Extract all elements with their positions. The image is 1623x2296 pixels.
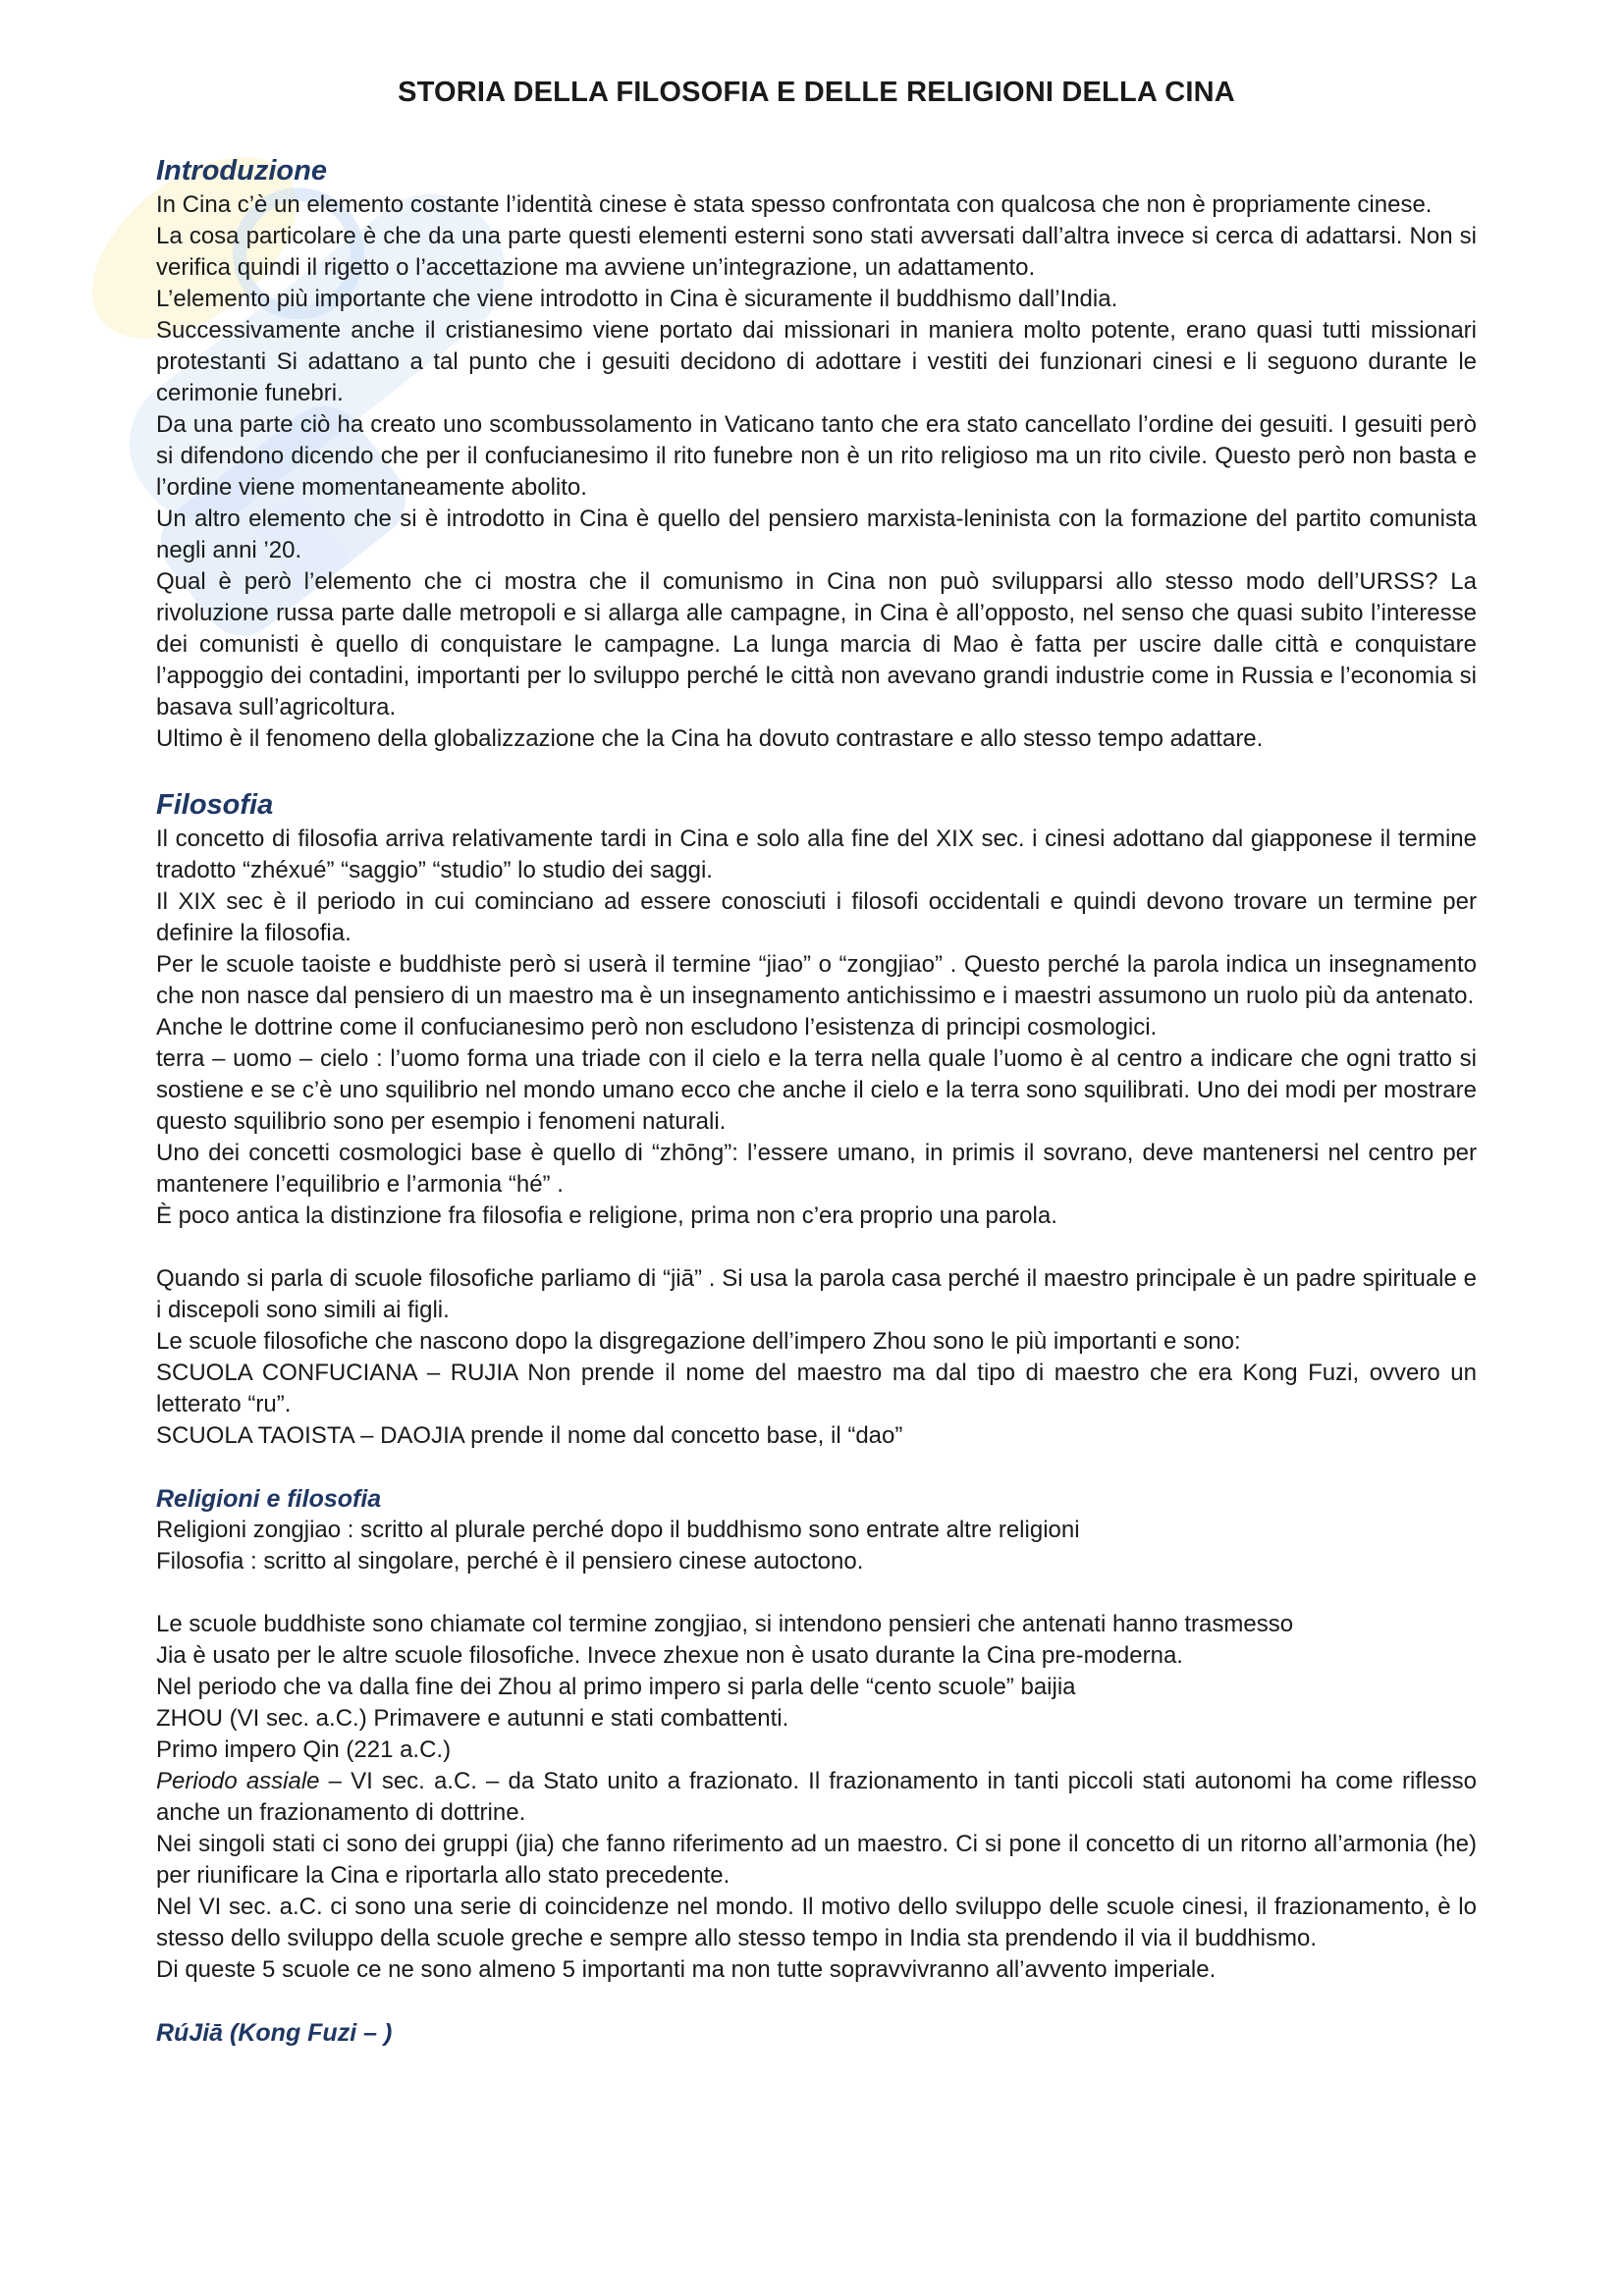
paragraph: Un altro elemento che si è introdotto in Cina è quello del pensiero marxista-leninista con la formazione del partito comunista negli anni ’20.: [156, 506, 1477, 563]
paragraph: ZHOU (VI sec. a.C.) Primavere e autunni e stati combattenti.: [156, 1705, 789, 1732]
paragraph: Ultimo è il fenomeno della globalizzazione che la Cina ha dovuto contrastare e allo stesso tempo adattare.: [156, 725, 1264, 752]
paragraph: Il XIX sec è il periodo in cui cominciano ad essere conosciuti i filosofi occidentali e quindi devono trovare un termine per definire la filosofia.: [156, 888, 1477, 946]
paragraph: Anche le dottrine come il confucianesimo però non escludono l’esistenza di principi cosmologici.: [156, 1014, 1158, 1041]
paragraph: Le scuole buddhiste sono chiamate col termine zongjiao, si intendono pensieri che antenati hanno trasmesso: [156, 1611, 1294, 1637]
paragraph: SCUOLA CONFUCIANA – RUJIA Non prende il nome del maestro ma dal tipo di maestro che era Kong Fuzi, ovvero un letterato “ru”.: [156, 1360, 1477, 1417]
periodo-assiale-text: – VI sec. a.C. – da Stato unito a frazionato. Il frazionamento in tanti piccoli stati autonomi ha come riflesso anche un frazionamento di dottrine.: [156, 1768, 1477, 1826]
document-page: [156, 77, 1477, 2049]
paragraph: Nel VI sec. a.C. ci sono una serie di coincidenze nel mondo. Il motivo dello sviluppo delle scuole cinesi, il frazionamento, è lo stesso dello sviluppo della scuole greche e sempre allo stesso tempo in India sta prendendo il via il buddhismo.: [156, 1894, 1477, 1951]
paragraph: L’elemento più importante che viene introdotto in Cina è sicuramente il buddhismo dall’India.: [156, 286, 1118, 312]
paragraph: Jia è usato per le altre scuole filosofiche. Invece zhexue non è usato durante la Cina pre-moderna.: [156, 1642, 1183, 1669]
heading-rujia: RúJiā (Kong Fuzi – ): [156, 2019, 393, 2047]
paragraph: Nel periodo che va dalla fine dei Zhou al primo impero si parla delle “cento scuole” baijia: [156, 1674, 1076, 1700]
paragraph: SCUOLA TAOISTA – DAOJIA prende il nome dal concetto base, il “dao”: [156, 1422, 903, 1449]
spacer: [156, 1452, 1477, 1483]
paragraph: Uno dei concetti cosmologici base è quello di “zhōng”: l’essere umano, in primis il sovrano, deve mantenersi nel centro per mantenere l’equilibrio e l’armonia “hé” .: [156, 1140, 1477, 1198]
paragraph: È poco antica la distinzione fra filosofia e religione, prima non c’era proprio una parola.: [156, 1202, 1057, 1229]
heading-religioni-e-filosofia: Religioni e filosofia: [156, 1485, 382, 1513]
paragraph: Il concetto di filosofia arriva relativamente tardi in Cina e solo alla fine del XIX sec. i cinesi adottano dal giapponese il termine tradotto “zhéxué” “saggio” “studio” lo studio dei saggi.: [156, 826, 1477, 883]
document-title: STORIA DELLA FILOSOFIA E DELLE RELIGIONI DELLA CINA: [398, 77, 1235, 108]
paragraph: Successivamente anche il cristianesimo viene portato dai missionari in maniera molto potente, erano quasi tutti missionari protestanti Si adattano a tal punto che i gesuiti decidono di adottare i vestiti dei funzionari cinesi e li seguono durante le cerimonie funebri.: [156, 317, 1477, 406]
paragraph: Nei singoli stati ci sono dei gruppi (jia) che fanno riferimento ad un maestro. Ci si pone il concetto di un ritorno all’armonia (he) per riunificare la Cina e riportarla allo stato precedente.: [156, 1831, 1477, 1889]
paragraph: In Cina c’è un elemento costante l’identità cinese è stata spesso confrontata con qualcosa che non è propriamente cinese.: [156, 191, 1433, 218]
heading-introduzione: Introduzione: [156, 155, 327, 187]
spacer: [156, 1577, 1477, 1609]
paragraph-periodo-assiale: [156, 1766, 1477, 1829]
paragraph: Filosofia : scritto al singolare, perché è il pensiero cinese autoctono.: [156, 1548, 864, 1575]
paragraph: Da una parte ciò ha creato uno scombussolamento in Vaticano tanto che era stato cancellato l’ordine dei gesuiti. I gesuiti però si difendono dicendo che per il confucianesimo il rito funebre non è un rito religioso ma un rito civile. Questo però non basta e l’ordine viene momentaneamente abolito.: [156, 411, 1477, 501]
spacer: [156, 1986, 1477, 2017]
paragraph: Religioni zongjiao : scritto al plurale perché dopo il buddhismo sono entrate altre religioni: [156, 1517, 1080, 1543]
paragraph: Per le scuole taoiste e buddhiste però si userà il termine “jiao” o “zongjiao” . Questo perché la parola indica un insegnamento che non nasce dal pensiero di un maestro ma è un insegnamento antichissimo e i maestri assumono un ruolo più da antenato.: [156, 951, 1477, 1009]
spacer: [156, 755, 1477, 786]
spacer: [156, 1232, 1477, 1263]
paragraph: Di queste 5 scuole ce ne sono almeno 5 importanti ma non tutte sopravvivranno all’avvento imperiale.: [156, 1956, 1217, 1983]
paragraph: terra – uomo – cielo : l’uomo forma una triade con il cielo e la terra nella quale l’uomo è al centro a indicare che ogni tratto si sostiene e se c’è uno squilibrio nel mondo umano ecco che anche il cielo e la terra sono squilibrati. Uno dei modi per mostrare questo squilibrio sono per esempio i fenomeni naturali.: [156, 1045, 1477, 1135]
paragraph: La cosa particolare è che da una parte questi elementi esterni sono stati avversati dall’altra invece si cerca di adattarsi. Non si verifica quindi il rigetto o l’accettazione ma avviene un’integrazione, un adattamento.: [156, 223, 1477, 281]
heading-filosofia: Filosofia: [156, 789, 274, 821]
paragraph: Quando si parla di scuole filosofiche parliamo di “jiā” . Si usa la parola casa perché il maestro principale è un padre spirituale e i discepoli sono simili ai figli.: [156, 1265, 1477, 1323]
periodo-assiale-label: Periodo assiale: [156, 1768, 320, 1794]
paragraph: Primo impero Qin (221 a.C.): [156, 1736, 452, 1763]
paragraph: Qual è però l’elemento che ci mostra che il comunismo in Cina non può svilupparsi allo stesso modo dell’URSS? La rivoluzione russa parte dalle metropoli e si allarga alle campagne, in Cina è all’opposto, nel senso che quasi subito l’interesse dei comunisti è quello di conquistare le campagne. La lunga marcia di Mao è fatta per uscire dalle città e conquistare l’appoggio dei contadini, importanti per lo sviluppo perché le città non avevano grandi industrie come in Russia e l’economia si basava sull’agricoltura.: [156, 568, 1477, 721]
paragraph: Le scuole filosofiche che nascono dopo la disgregazione dell’impero Zhou sono le più importanti e sono:: [156, 1328, 1241, 1355]
